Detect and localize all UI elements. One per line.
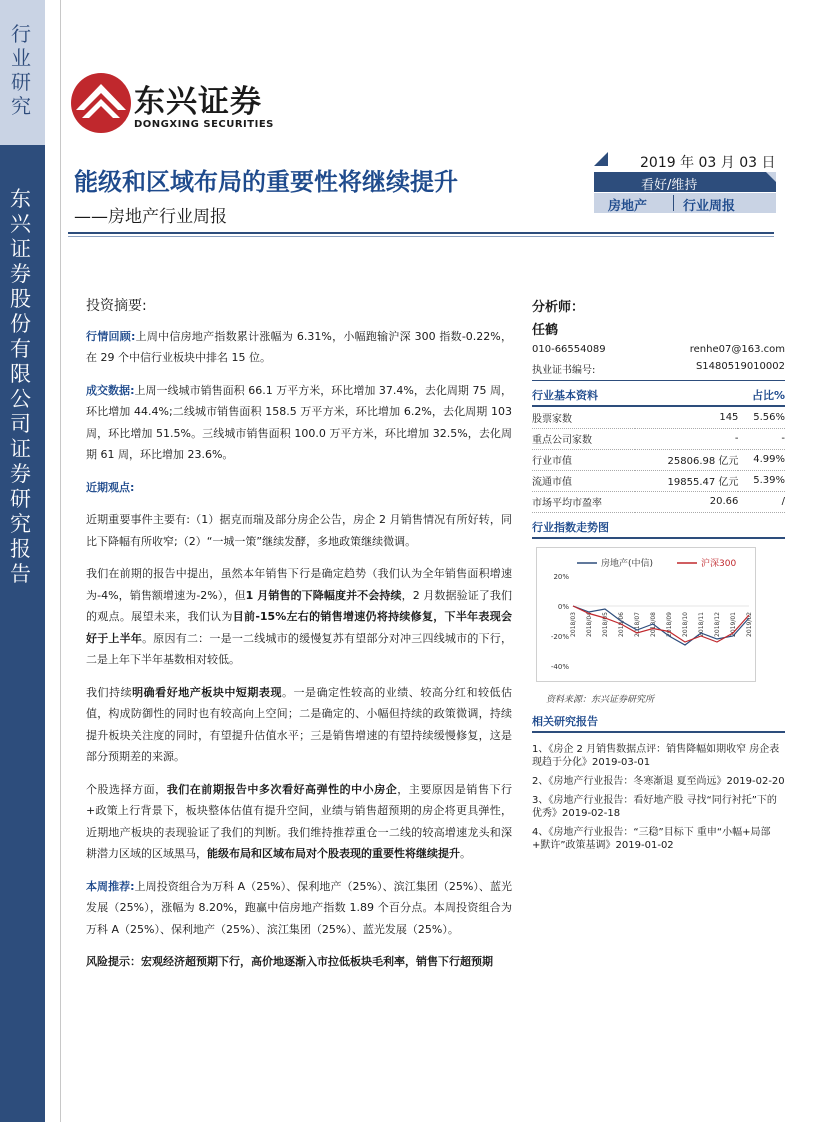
basics-title-text: 行业基本资料 xyxy=(532,389,598,402)
table-row xyxy=(532,470,785,491)
legend-label: 房地产(中信) xyxy=(601,558,654,569)
label-market-review: 行情回顾: xyxy=(86,329,136,343)
x-tick-label: 2018/10 xyxy=(682,611,689,637)
industry-badge xyxy=(594,193,776,213)
chart-svg xyxy=(537,548,755,681)
sidebar-top-label: 行业研究 xyxy=(11,22,31,118)
basics-col: 占比% xyxy=(751,389,785,402)
y-tick-label: -20% xyxy=(550,632,569,641)
x-tick-label: 2019/02 xyxy=(746,611,753,637)
row-value: - xyxy=(635,428,739,449)
rating-badge xyxy=(594,172,776,192)
sector-c: 。一是确定性较高的业绩、较高分红和较低估值，构成防御性的同时也有较高向上空间；二是确定的、小幅但持续的政策微调，持续提升板块关注度的同时，有望提升估值水平；三是销售增速的有望持续缓慢修复，这是部分预期差的来源。 xyxy=(86,685,513,763)
sidebar-label: 东兴证券股份有限公司证券研究报告 xyxy=(10,187,31,586)
x-tick-label: 2018/07 xyxy=(634,611,641,637)
y-tick-label: -40% xyxy=(550,662,569,671)
x-tick-label: 2018/05 xyxy=(602,611,609,637)
sales-d: 目前-15%左右的销售增速仍将持续修复，下半年表现会好于上半年 xyxy=(86,610,512,645)
row-value: 19855.47 亿元 xyxy=(635,470,739,491)
analyst-heading: 分析师： xyxy=(532,300,585,315)
analyst-name: 任鹤 xyxy=(532,323,559,338)
report-type-text: 行业周报 xyxy=(683,199,736,214)
cert-number: S1480519010002 xyxy=(695,361,785,372)
analyst-cert xyxy=(532,361,785,381)
x-tick-label: 2018/04 xyxy=(586,611,593,637)
row-value: 25806.98 亿元 xyxy=(635,449,739,470)
analyst-email[interactable]: renhe07@163.com xyxy=(689,344,785,355)
side-column xyxy=(532,296,785,858)
label-weekly-picks: 本周推荐: xyxy=(86,879,135,893)
analyst-phone: 010-66554089 xyxy=(532,344,606,355)
transaction-data xyxy=(86,380,512,466)
x-tick-label: 2018/11 xyxy=(698,611,705,637)
list-item[interactable]: 1、《房企 2 月销售数据点评：销售降幅如期收窄 房企表现趋于分化》2019-03-01 xyxy=(532,743,780,768)
y-tick-label: 0% xyxy=(557,602,569,611)
x-tick-label: 2019/01 xyxy=(730,611,737,637)
stock-d: 能级布局和区域布局对个股表现的重要性将继续提升 xyxy=(207,847,460,860)
sector-view xyxy=(86,682,512,768)
cert-label: 执业证书编号: xyxy=(532,365,596,376)
row-value: 20.66 xyxy=(635,491,739,512)
row-pct: 5.39% xyxy=(738,470,785,491)
sector-b: 明确看好地产板块中短期表现 xyxy=(132,685,282,699)
row-key: 流通市值 xyxy=(532,470,635,491)
row-key: 行业市值 xyxy=(532,449,635,470)
label-recent-view: 近期观点: xyxy=(86,480,135,494)
series-line xyxy=(573,606,749,642)
related-title: 相关研究报告 xyxy=(532,713,785,733)
badge-divider xyxy=(673,195,674,211)
row-pct: / xyxy=(738,491,785,512)
row-value: 145 xyxy=(635,407,739,428)
row-key: 股票家数 xyxy=(532,407,635,428)
text-transaction: 上周一线城市销售面积 66.1 万平方米，环比增加 37.4%，去化周期 75 周，环比增加 44.4%;二线城市销售面积 158.5 万平方米，环比增加 6.2%，去化周期 103 周，环比增加 51.5%。三线城市销售面积 100.0 万平方米，环比增加 32.5%，去化周期 61 周，环比增加 23.6%。 xyxy=(86,383,512,461)
rating-text: 看好/维持 xyxy=(641,178,698,193)
row-key: 重点公司家数 xyxy=(532,428,635,449)
sales-a: 我们在前期的报告中提出，虽然本年销售下行是确定趋势（我们认为全年销售面积增速为-4%，销售额增速为-2%），但 xyxy=(86,567,512,602)
logo-name: 东兴证券 xyxy=(134,84,262,120)
market-review xyxy=(86,326,512,369)
risk-warning: 风险提示：宏观经济超预期下行，高价地逐渐入市拉低板块毛利率，销售下行超预期 xyxy=(86,955,493,968)
header-rule-thin xyxy=(68,236,774,237)
stock-b: 我们在前期报告中多次看好高弹性的中小房企 xyxy=(166,782,398,796)
trend-title: 行业指数走势图 xyxy=(532,519,785,539)
sales-c: ，2 月数据验证了我们的观点。展望未来，我们认为 xyxy=(86,588,513,623)
x-tick-label: 2018/06 xyxy=(618,611,625,637)
text-weekly-picks: 上周投资组合为万科 A（25%）、保利地产（25%）、滨江集团（25%）、蓝光发展（25%），涨幅为 8.20%，跑赢中信房地产指数 1.89 个百分点。本周投资组合为万科 A（25%）、保利地产（25%）、滨江集团（25%）、蓝光发展（25%）。 xyxy=(86,879,512,936)
label-transaction: 成交数据: xyxy=(86,383,135,397)
sector-a: 我们持续 xyxy=(86,685,133,699)
row-pct: 5.56% xyxy=(738,407,785,428)
sales-e: 。原因有二：一是一二线城市的缓慢复苏有望部分对冲三四线城市的下行，二是上年下半年基数相对较低。 xyxy=(86,631,513,666)
industry-text: 房地产 xyxy=(608,199,648,214)
list-item[interactable]: 2、《房地产行业报告：冬寒渐退 夏至尚远》2019-02-20 xyxy=(532,775,785,787)
stock-e: 。 xyxy=(460,847,471,860)
row-key: 市场平均市盈率 xyxy=(532,491,635,512)
recent-events: 近期重要事件主要有:（1）据克而瑞及部分房企公告，房企 2 月销售情况有所好转，同比下降幅有所收窄;（2）“一城一策”继续发酵，多地政策继续微调。 xyxy=(86,513,512,548)
divider xyxy=(60,0,61,1122)
summary-heading: 投资摘要: xyxy=(86,298,147,314)
page-subtitle: ——房地产行业周报 xyxy=(74,207,227,227)
y-tick-label: 20% xyxy=(553,572,569,581)
index-trend-chart xyxy=(536,547,756,682)
recent-view-label xyxy=(86,477,512,499)
list-item[interactable]: 4、《房地产行业报告：“三稳”目标下 重申“小幅+局部+默许”政策基调》2019-01-02 xyxy=(532,826,771,851)
table-row xyxy=(532,407,785,428)
table-row xyxy=(532,491,785,512)
summary-column xyxy=(86,296,512,984)
chart-source: 资料来源：东兴证券研究所 xyxy=(546,694,655,705)
stock-a: 个股选择方面， xyxy=(86,782,167,796)
related-list xyxy=(532,743,785,852)
basics-table xyxy=(532,407,785,513)
list-item[interactable]: 3、《房地产行业报告：看好地产股 寻找“同行衬托”下的优秀》2019-02-18 xyxy=(532,794,777,819)
logo-en: DONGXING SECURITIES xyxy=(134,119,274,130)
analyst-contact xyxy=(532,344,785,355)
row-pct: 4.99% xyxy=(738,449,785,470)
x-tick-label: 2018/09 xyxy=(666,611,673,637)
sales-outlook xyxy=(86,563,512,671)
page-title: 能级和区域布局的重要性将继续提升 xyxy=(74,168,458,196)
table-row xyxy=(532,428,785,449)
x-tick-label: 2018/03 xyxy=(570,611,577,637)
basics-title xyxy=(532,387,785,407)
sales-b: 1 月销售的下降幅度并不会持续 xyxy=(245,588,402,602)
sidebar-top xyxy=(0,0,45,145)
header-rule xyxy=(68,232,774,234)
text-market-review: 上周中信房地产指数累计涨幅为 6.31%，小幅跑输沪深 300 指数-0.22%，在 29 个中信行业板块中排名 15 位。 xyxy=(86,329,512,364)
corner-icon xyxy=(766,172,776,182)
x-tick-label: 2018/12 xyxy=(714,611,721,637)
row-pct: - xyxy=(738,428,785,449)
legend-label: 沪深300 xyxy=(701,558,737,569)
report-date: 2019 年 03 月 03 日 xyxy=(640,155,776,171)
weekly-picks xyxy=(86,876,512,941)
table-row xyxy=(532,449,785,470)
stock-selection xyxy=(86,779,512,865)
sidebar xyxy=(0,145,45,1122)
stock-c: ，主要原因是销售下行+政策上行背景下，板块整体估值有提升空间，业绩与销售超预期的房企将更具弹性，近期地产板块的表现验证了我们的判断。我们维持推荐重仓一二线的较高增速龙头和深耕潜力区域的区域黑马， xyxy=(86,782,513,860)
date-triangle-icon xyxy=(594,152,608,166)
x-tick-label: 2018/08 xyxy=(650,611,657,637)
